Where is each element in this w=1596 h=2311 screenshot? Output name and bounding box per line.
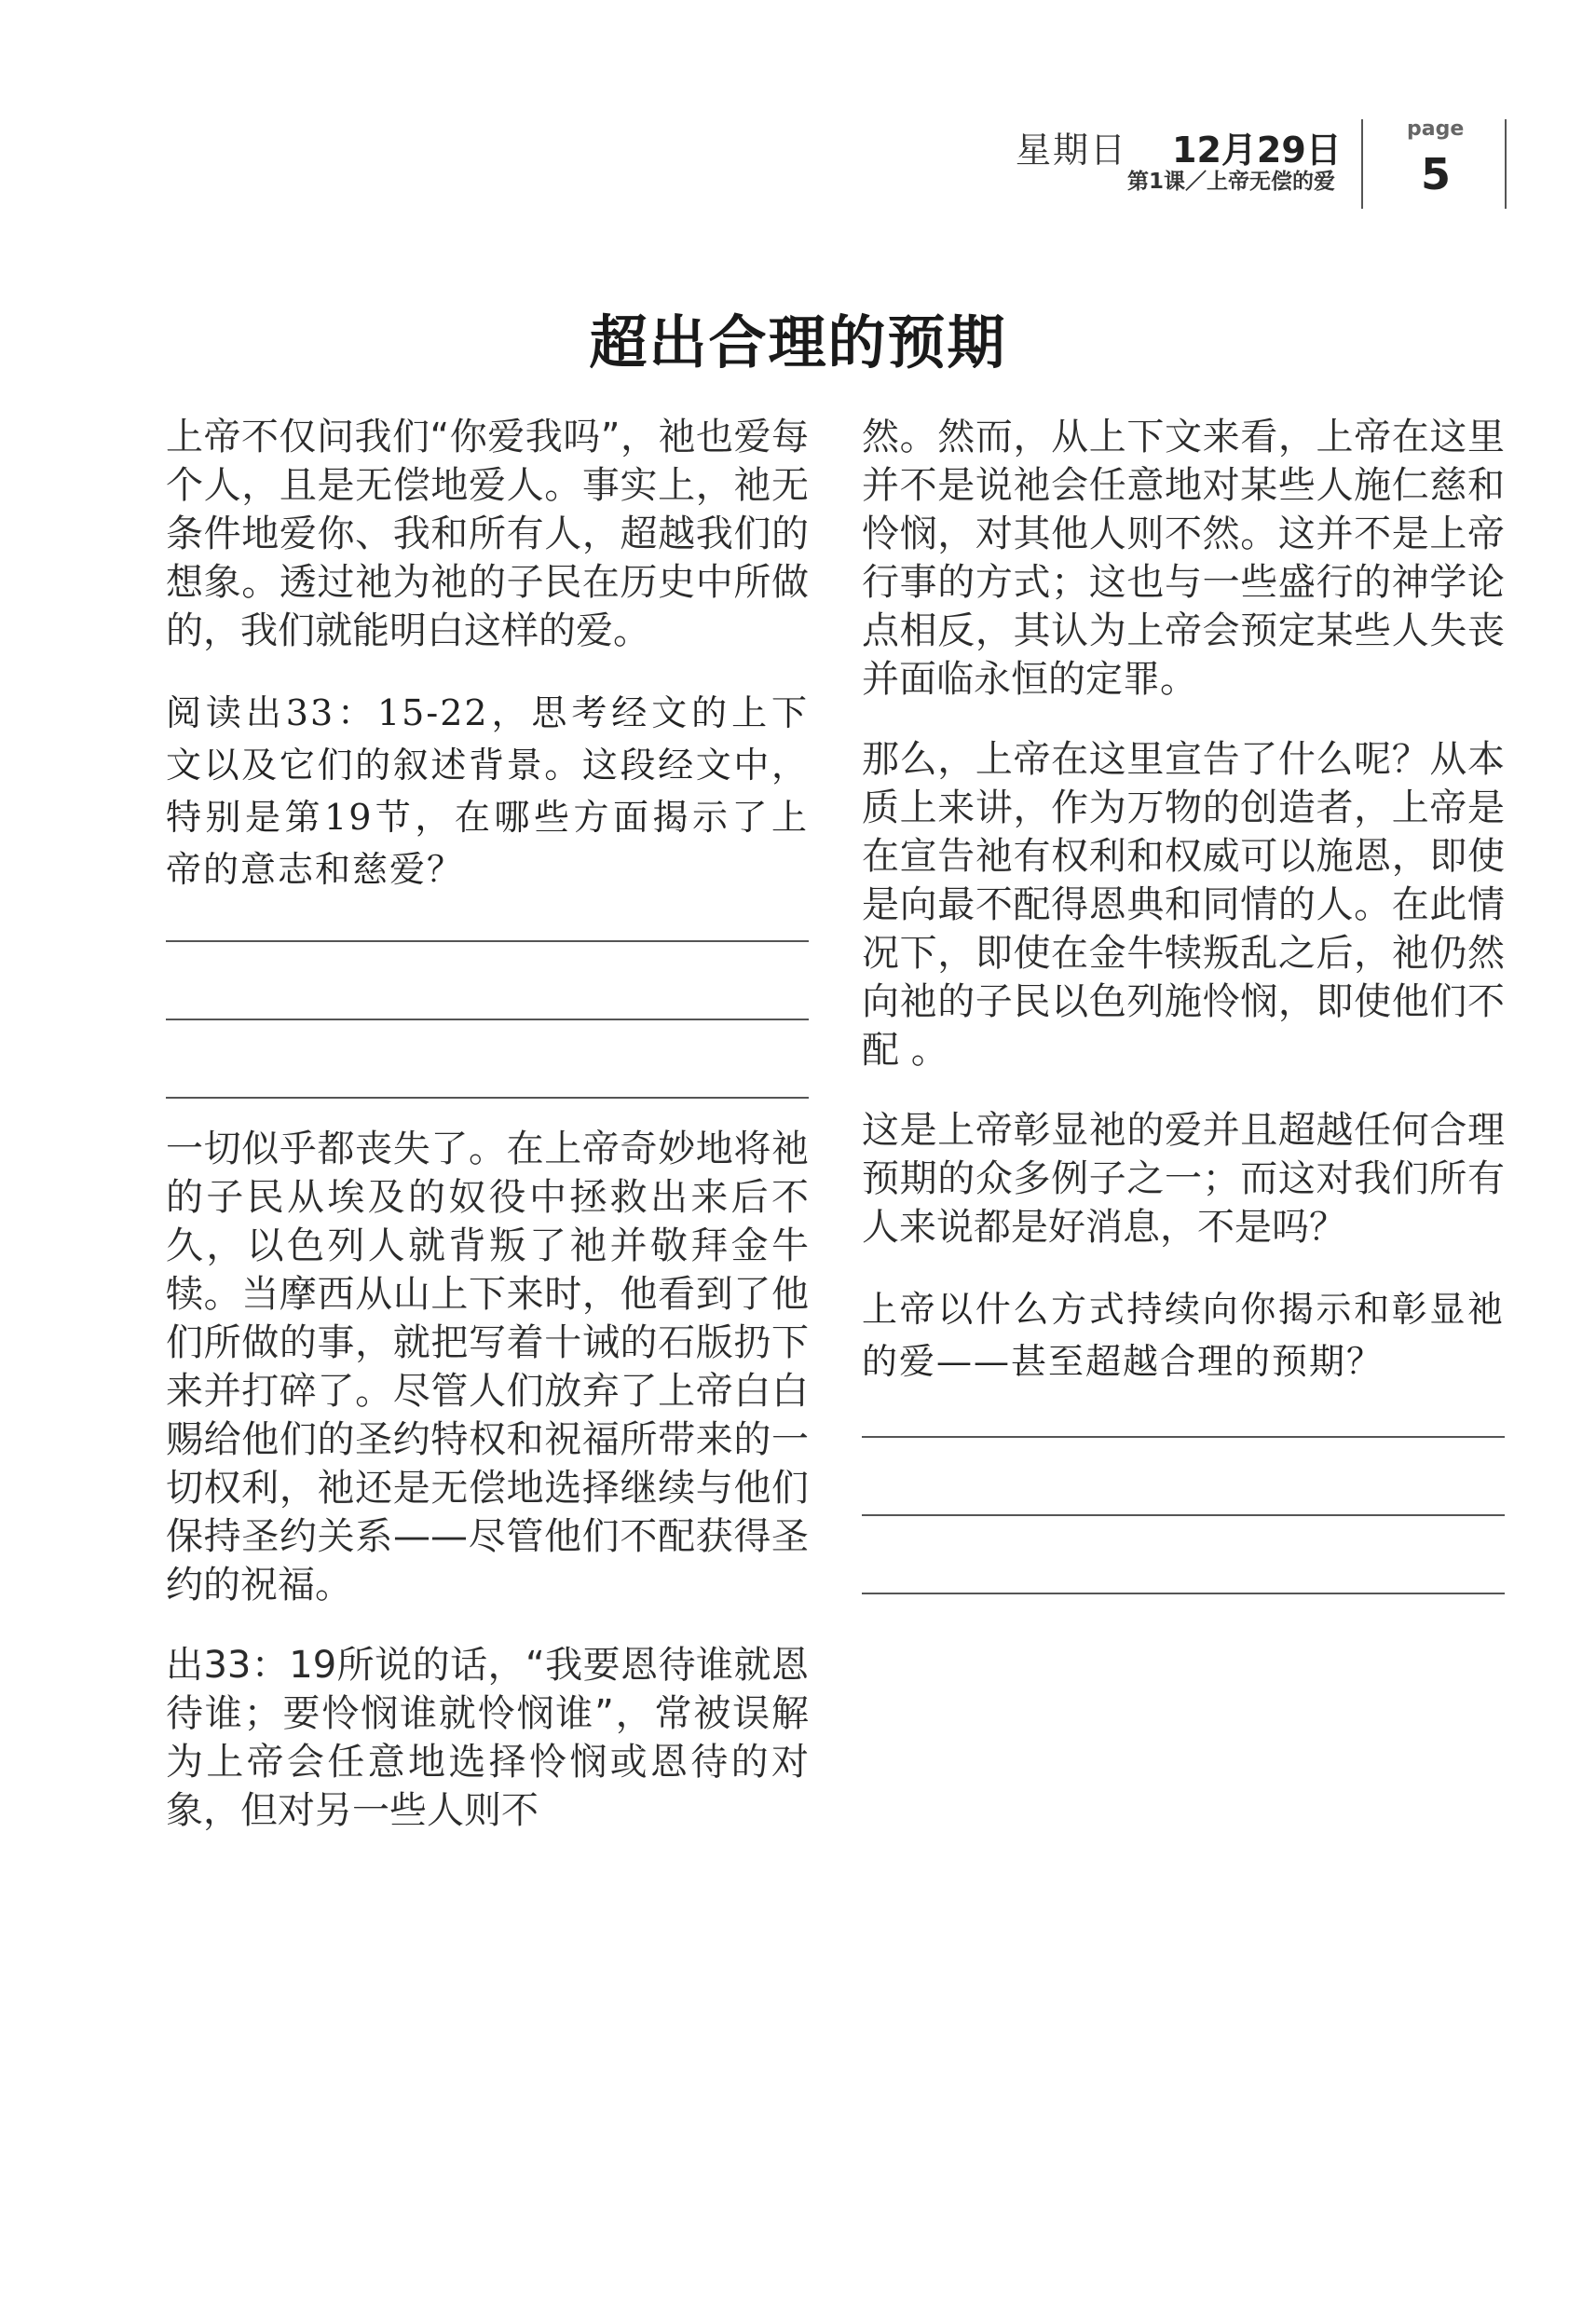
header-divider-right — [1505, 119, 1507, 209]
header-divider — [1361, 119, 1363, 209]
answer-lines[interactable] — [862, 1436, 1505, 1594]
date-label: 12月29日 — [1172, 130, 1342, 171]
left-column — [166, 413, 809, 1867]
paragraph: 出33：19所说的话，“我要恩待谁就恩待谁；要怜悯谁就怜悯谁”，常被误解为上帝会任意地选择怜悯或恩待的对象，但对另一些人则不 — [166, 1644, 809, 1832]
paragraph: 这是上帝彰显祂的爱并且超越任何合理预期的众多例子之一；而这对我们所有人来说都是好消息，不是吗？ — [862, 1109, 1505, 1249]
answer-line[interactable] — [862, 1593, 1505, 1594]
page-word: page — [1407, 117, 1465, 141]
answer-line[interactable] — [166, 1097, 809, 1099]
page-header — [0, 110, 1596, 203]
paragraph: 上帝不仅问我们“你爱我吗”，祂也爱每个人，且是无偿地爱人。事实上，祂无条件地爱你、我和所有人，超越我们的想象。透过祂为祂的子民在历史中所做的，我们就能明白这样的爱。 — [166, 416, 809, 652]
paragraph: 一切似乎都丧失了。在上帝奇妙地将祂的子民从埃及的奴役中拯救出来后不久，以色列人就背叛了祂并敬拜金牛犊。当摩西从山上下来时，他看到了他们所做的事，就把写着十诫的石版扔下来并打碎了。尽管人们放弃了上帝白白赐给他们的圣约特权和祝福所带来的一切权利，祂还是无偿地选择继续与他们保持圣约关系——尽管他们不配获得圣约的祝福。 — [166, 1128, 809, 1607]
answer-line[interactable] — [862, 1514, 1505, 1516]
answer-lines[interactable] — [166, 940, 809, 1099]
answer-line[interactable] — [862, 1436, 1505, 1438]
page-title: 超出合理的预期 — [589, 308, 1007, 376]
study-question: 上帝以什么方式持续向你揭示和彰显祂的爱——甚至超越合理的预期？ — [862, 1289, 1505, 1382]
page-number: 5 — [1421, 149, 1452, 199]
paragraph: 那么，上帝在这里宣告了什么呢？从本质上来讲，作为万物的创造者，上帝是在宣告祂有权利和权威可以施恩，即使是向最不配得恩典和同情的人。在此情况下，即使在金牛犊叛乱之后，祂仍然向祂的子民以色列施怜悯，即使他们不配 。 — [862, 738, 1505, 1072]
right-column — [862, 413, 1505, 1594]
day-label: 星期日 — [1016, 130, 1128, 171]
answer-line[interactable] — [166, 1019, 809, 1020]
answer-line[interactable] — [166, 940, 809, 942]
study-question: 阅读出33：15-22，思考经文的上下文以及它们的叙述背景。这段经文中，特别是第19节，在哪些方面揭示了上帝的意志和慈爱？ — [166, 692, 809, 890]
lesson-label: 第1课／上帝无偿的爱 — [1126, 170, 1335, 194]
paragraph: 然。然而，从上下文来看，上帝在这里并不是说祂会任意地对某些人施仁慈和怜悯，对其他人则不然。这并不是上帝行事的方式；这也与一些盛行的神学论点相反，其认为上帝会预定某些人失丧并面临永恒的定罪。 — [862, 416, 1505, 701]
